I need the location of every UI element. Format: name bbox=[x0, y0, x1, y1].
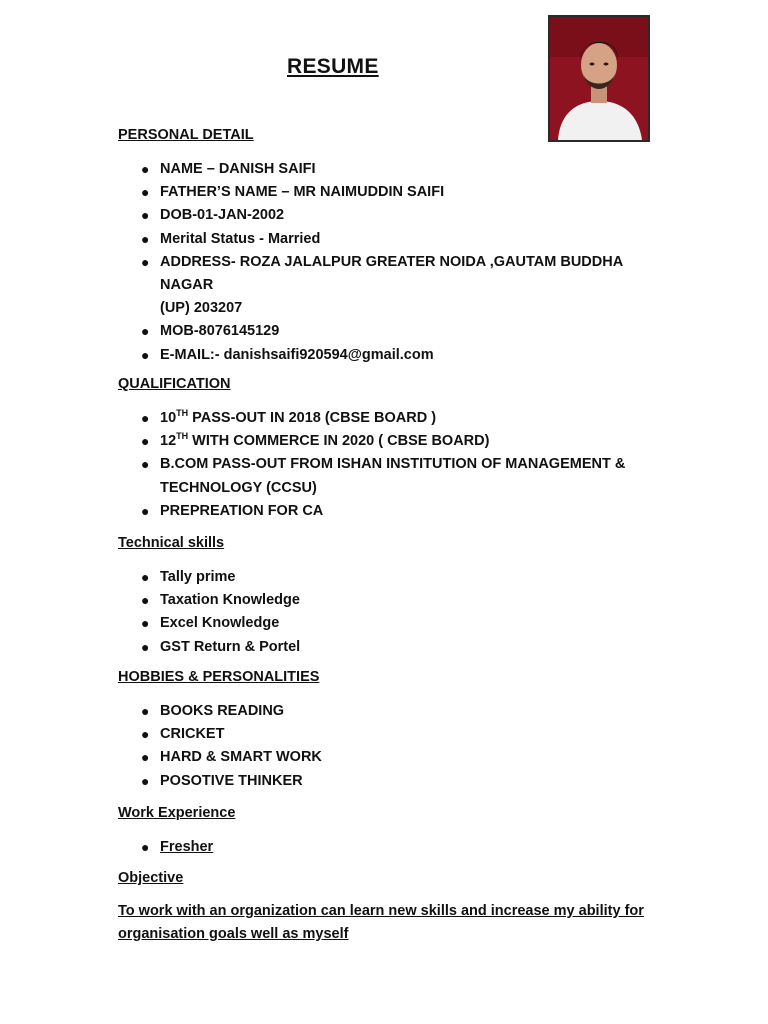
qualification-heading: QUALIFICATION bbox=[118, 376, 231, 392]
list-item: ● Tally prime bbox=[0, 566, 660, 589]
bullet-icon: ● bbox=[141, 749, 150, 766]
objective-heading: Objective bbox=[118, 870, 184, 886]
bullet-icon: ● bbox=[141, 569, 150, 585]
qualification-list bbox=[0, 407, 660, 523]
list-item: ● ADDRESS- ROZA JALALPUR GREATER NOIDA ,GAUTAM BUDDHA NAGAR bbox=[0, 251, 660, 297]
bullet-icon: ● bbox=[141, 433, 150, 450]
bullet-icon: ● bbox=[141, 184, 150, 201]
list-item: ● CRICKET bbox=[0, 723, 660, 746]
list-item: ● B.COM PASS-OUT FROM ISHAN INSTITUTION OF MANAGEMENT & bbox=[0, 453, 660, 476]
bullet-icon: ● bbox=[141, 772, 150, 789]
work-experience-heading: Work Experience bbox=[118, 805, 236, 821]
list-item-continuation: (UP) 203207 bbox=[160, 300, 243, 317]
list-item: ● HARD & SMART WORK bbox=[0, 746, 660, 769]
bullet-icon: ● bbox=[141, 726, 150, 743]
list-item: ● PREPREATION FOR CA bbox=[0, 500, 660, 523]
list-item: ● FATHER’S NAME – MR NAIMUDDIN SAIFI bbox=[0, 181, 660, 204]
list-item-continuation: TECHNOLOGY (CCSU) bbox=[160, 479, 317, 496]
list-item: ● NAME – DANISH SAIFI bbox=[0, 158, 660, 181]
objective-text: To work with an organization can learn new skills and increase my ability for organisation goals well as myself bbox=[118, 903, 644, 942]
bullet-icon: ● bbox=[141, 638, 150, 655]
personal-detail-list bbox=[0, 158, 660, 367]
bullet-icon: ● bbox=[141, 230, 150, 247]
hobbies-list bbox=[0, 700, 660, 793]
profile-photo-image bbox=[550, 17, 648, 140]
bullet-icon: ● bbox=[141, 253, 150, 270]
bullet-icon: ● bbox=[141, 592, 150, 609]
list-item: ● 12TH WITH COMMERCE IN 2020 ( CBSE BOARD) bbox=[0, 430, 660, 453]
profile-photo bbox=[548, 15, 650, 142]
list-item: ● POSOTIVE THINKER bbox=[0, 770, 660, 793]
resume-title: RESUME bbox=[287, 55, 379, 78]
technical-skills-list bbox=[0, 566, 660, 659]
list-item: ● GST Return & Portel bbox=[0, 636, 660, 659]
bullet-icon: ● bbox=[141, 323, 150, 340]
hobbies-heading: HOBBIES & PERSONALITIES bbox=[118, 669, 320, 685]
bullet-icon: ● bbox=[141, 161, 150, 177]
work-experience-list bbox=[0, 836, 660, 859]
bullet-icon: ● bbox=[141, 410, 150, 426]
bullet-icon: ● bbox=[141, 615, 150, 632]
personal-detail-heading: PERSONAL DETAIL bbox=[118, 127, 254, 143]
bullet-icon: ● bbox=[141, 207, 150, 224]
technical-skills-heading: Technical skills bbox=[118, 535, 225, 551]
bullet-icon: ● bbox=[141, 703, 150, 719]
list-item: ● Merital Status - Married bbox=[0, 228, 660, 251]
bullet-icon: ● bbox=[141, 456, 150, 473]
list-item: ● DOB-01-JAN-2002 bbox=[0, 204, 660, 227]
list-item: ● MOB-8076145129 bbox=[0, 320, 660, 343]
list-item: ● Excel Knowledge bbox=[0, 612, 660, 635]
list-item: ● 10TH PASS-OUT IN 2018 (CBSE BOARD ) bbox=[0, 407, 660, 430]
bullet-icon: ● bbox=[141, 839, 150, 855]
list-item: ● Taxation Knowledge bbox=[0, 589, 660, 612]
list-item: ● BOOKS READING bbox=[0, 700, 660, 723]
bullet-icon: ● bbox=[141, 502, 150, 519]
list-item: ● Fresher bbox=[0, 836, 660, 859]
bullet-icon: ● bbox=[141, 346, 150, 363]
list-item: ● E-MAIL:- danishsaifi920594@gmail.com bbox=[0, 344, 660, 367]
